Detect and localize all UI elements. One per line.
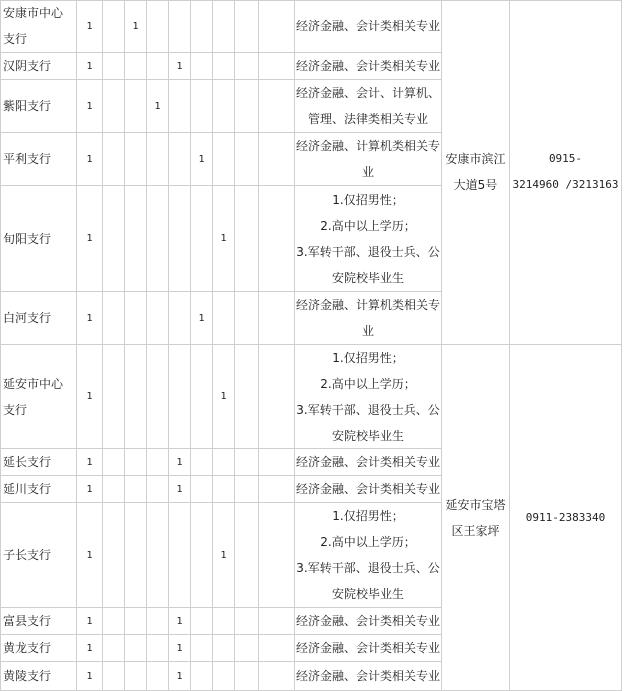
branch-name-cell [0, 503, 77, 608]
requirement-text: 经济金融、会计类相关专业 [295, 59, 440, 73]
count-cell [259, 186, 295, 292]
count-cell [191, 80, 213, 133]
count-value: 1 [86, 483, 93, 495]
requirement-cell [295, 635, 442, 662]
branch-name-cell [0, 0, 77, 53]
address-cell [442, 345, 510, 691]
branch-name: 平利支行 [3, 152, 52, 166]
requirement-text: 经济金融、会计类相关专业 [295, 482, 440, 496]
count-cell [103, 133, 125, 186]
count-cell [169, 503, 191, 608]
count-value: 1 [86, 670, 93, 682]
address-text: 延安市宝塔 区王家坪 [445, 497, 506, 538]
count-cell [191, 476, 213, 503]
count-cell [125, 503, 147, 608]
requirement-text: 经济金融、会计类相关专业 [295, 614, 440, 628]
count-cell [77, 292, 103, 345]
count-cell [169, 53, 191, 80]
count-cell [147, 449, 169, 476]
requirement-cell [295, 476, 442, 503]
count-cell [103, 53, 125, 80]
count-cell [103, 503, 125, 608]
count-cell [77, 80, 103, 133]
count-cell [213, 186, 235, 292]
count-cell [147, 133, 169, 186]
branch-name: 白河支行 [3, 311, 52, 325]
count-cell [169, 662, 191, 691]
count-cell [125, 449, 147, 476]
requirement-cell [295, 186, 442, 292]
count-cell [77, 503, 103, 608]
count-cell [169, 608, 191, 635]
count-cell [235, 635, 259, 662]
count-cell [235, 608, 259, 635]
count-cell [77, 635, 103, 662]
branch-name: 安康市中心 支行 [3, 6, 64, 46]
count-cell [259, 503, 295, 608]
count-cell [259, 476, 295, 503]
count-value: 1 [86, 100, 93, 112]
count-cell [125, 80, 147, 133]
branch-name: 黄陵支行 [3, 669, 52, 683]
count-cell [213, 449, 235, 476]
branch-name-cell [0, 80, 77, 133]
branch-name-cell [0, 608, 77, 635]
count-cell [213, 662, 235, 691]
count-cell [213, 345, 235, 449]
count-value: 1 [176, 456, 183, 468]
count-cell [191, 345, 213, 449]
count-cell [169, 0, 191, 53]
count-value: 1 [176, 615, 183, 627]
count-cell [125, 345, 147, 449]
count-cell [191, 186, 213, 292]
count-cell [125, 635, 147, 662]
count-cell [77, 53, 103, 80]
branch-name: 延川支行 [3, 482, 52, 496]
count-cell [213, 476, 235, 503]
address-text: 安康市滨江 大道5号 [445, 152, 506, 192]
count-value: 1 [86, 456, 93, 468]
count-cell [103, 635, 125, 662]
count-cell [259, 53, 295, 80]
count-cell [125, 292, 147, 345]
branch-name-cell [0, 476, 77, 503]
count-cell [169, 186, 191, 292]
count-cell [235, 292, 259, 345]
phone-text: 0915- 3214960 /3213163 [512, 152, 619, 191]
count-cell [147, 53, 169, 80]
branch-name: 汉阴支行 [3, 59, 52, 73]
count-cell [213, 635, 235, 662]
count-cell [191, 449, 213, 476]
count-cell [191, 53, 213, 80]
count-cell [191, 608, 213, 635]
phone-cell [510, 345, 622, 691]
requirement-text: 经济金融、会计类相关专业 [295, 455, 440, 469]
count-value: 1 [86, 20, 93, 32]
count-value: 1 [86, 615, 93, 627]
count-value: 1 [86, 549, 93, 561]
branch-name: 旬阳支行 [3, 231, 52, 246]
count-value: 1 [86, 312, 93, 324]
requirement-text: 经济金融、计算机类相关专 业 [295, 139, 440, 179]
count-cell [77, 133, 103, 186]
count-cell [213, 80, 235, 133]
count-cell [103, 476, 125, 503]
branch-name: 子长支行 [3, 548, 52, 562]
count-cell [191, 662, 213, 691]
count-cell [103, 292, 125, 345]
count-cell [235, 53, 259, 80]
count-cell [213, 133, 235, 186]
requirement-text: 经济金融、会计类相关专业 [295, 19, 440, 33]
count-cell [259, 292, 295, 345]
count-cell [235, 503, 259, 608]
count-cell [147, 635, 169, 662]
count-cell [147, 0, 169, 53]
count-cell [235, 133, 259, 186]
count-cell [103, 80, 125, 133]
count-cell [191, 292, 213, 345]
branch-name-cell [0, 635, 77, 662]
count-cell [235, 345, 259, 449]
count-cell [77, 608, 103, 635]
count-cell [235, 0, 259, 53]
branch-name: 黄龙支行 [3, 641, 52, 655]
count-cell [147, 345, 169, 449]
requirement-text: 经济金融、会计、计算机、 管理、法律类相关专业 [295, 86, 440, 126]
count-value: 1 [86, 391, 93, 402]
requirement-text: 经济金融、计算机类相关专 业 [295, 298, 440, 338]
requirement-cell [295, 449, 442, 476]
count-cell [259, 345, 295, 449]
count-cell [213, 292, 235, 345]
count-value: 1 [176, 60, 183, 72]
count-cell [147, 476, 169, 503]
count-cell [147, 608, 169, 635]
count-value: 1 [154, 100, 161, 112]
count-value: 1 [176, 642, 183, 654]
count-cell [125, 608, 147, 635]
count-cell [147, 662, 169, 691]
requirement-cell [295, 292, 442, 345]
count-cell [125, 53, 147, 80]
count-cell [103, 608, 125, 635]
count-cell [147, 186, 169, 292]
requirement-cell [295, 0, 442, 53]
count-cell [147, 292, 169, 345]
branch-name-cell [0, 662, 77, 691]
requirement-text: 1.仅招男性； 2.高中以上学历； 3.军转干部、退役士兵、公 安院校毕业生 [296, 509, 440, 601]
count-cell [191, 133, 213, 186]
requirement-cell [295, 503, 442, 608]
count-cell [147, 80, 169, 133]
branch-name-cell [0, 133, 77, 186]
branch-name-cell [0, 345, 77, 449]
count-cell [235, 80, 259, 133]
count-cell [235, 476, 259, 503]
count-cell [213, 0, 235, 53]
count-value: 1 [176, 483, 183, 495]
branch-name: 延安市中心 支行 [3, 376, 64, 417]
count-value: 1 [86, 60, 93, 72]
count-cell [77, 186, 103, 292]
requirement-text: 1.仅招男性； 2.高中以上学历； 3.军转干部、退役士兵、公 安院校毕业生 [296, 192, 440, 285]
count-cell [191, 635, 213, 662]
requirement-cell [295, 662, 442, 691]
count-cell [259, 449, 295, 476]
count-cell [191, 503, 213, 608]
count-cell [259, 133, 295, 186]
count-cell [125, 662, 147, 691]
count-cell [213, 608, 235, 635]
count-value: 1 [220, 233, 227, 244]
count-cell [169, 345, 191, 449]
requirement-text: 1.仅招男性； 2.高中以上学历； 3.军转干部、退役士兵、公 安院校毕业生 [296, 350, 440, 443]
count-value: 1 [220, 549, 227, 561]
branch-name: 富县支行 [3, 614, 52, 628]
count-cell [259, 662, 295, 691]
count-cell [77, 476, 103, 503]
count-value: 1 [198, 312, 205, 324]
branch-name-cell [0, 186, 77, 292]
branch-name: 紫阳支行 [3, 99, 52, 113]
table-top-border [0, 0, 622, 1]
count-cell [191, 0, 213, 53]
count-cell [103, 0, 125, 53]
requirement-cell [295, 80, 442, 133]
address-cell [442, 0, 510, 345]
count-value: 1 [198, 153, 205, 165]
branch-name-cell [0, 53, 77, 80]
count-cell [169, 292, 191, 345]
count-cell [235, 662, 259, 691]
count-cell [235, 449, 259, 476]
branch-name: 延长支行 [3, 455, 52, 469]
count-cell [103, 449, 125, 476]
count-cell [125, 186, 147, 292]
requirement-cell [295, 345, 442, 449]
count-cell [147, 503, 169, 608]
count-cell [125, 0, 147, 53]
count-value: 1 [132, 20, 139, 32]
count-cell [169, 449, 191, 476]
count-cell [169, 80, 191, 133]
branch-name-cell [0, 449, 77, 476]
count-cell [169, 133, 191, 186]
branch-name-cell [0, 292, 77, 345]
count-cell [213, 503, 235, 608]
requirement-cell [295, 133, 442, 186]
requirement-cell [295, 53, 442, 80]
count-cell [103, 186, 125, 292]
count-cell [125, 133, 147, 186]
count-cell [259, 608, 295, 635]
count-cell [213, 53, 235, 80]
count-cell [259, 0, 295, 53]
count-cell [235, 186, 259, 292]
requirement-text: 经济金融、会计类相关专业 [295, 669, 440, 683]
count-cell [103, 345, 125, 449]
count-cell [169, 635, 191, 662]
count-cell [103, 662, 125, 691]
count-cell [77, 449, 103, 476]
requirement-text: 经济金融、会计类相关专业 [295, 641, 440, 655]
count-cell [77, 662, 103, 691]
count-value: 1 [86, 153, 93, 165]
count-cell [259, 635, 295, 662]
count-cell [77, 0, 103, 53]
phone-cell [510, 0, 622, 345]
count-value: 1 [86, 233, 93, 244]
count-cell [169, 476, 191, 503]
phone-text: 0911-2383340 [525, 510, 606, 524]
count-cell [125, 476, 147, 503]
count-cell [77, 345, 103, 449]
count-value: 1 [220, 391, 227, 402]
count-cell [259, 80, 295, 133]
count-value: 1 [86, 642, 93, 654]
requirement-cell [295, 608, 442, 635]
count-value: 1 [176, 670, 183, 682]
